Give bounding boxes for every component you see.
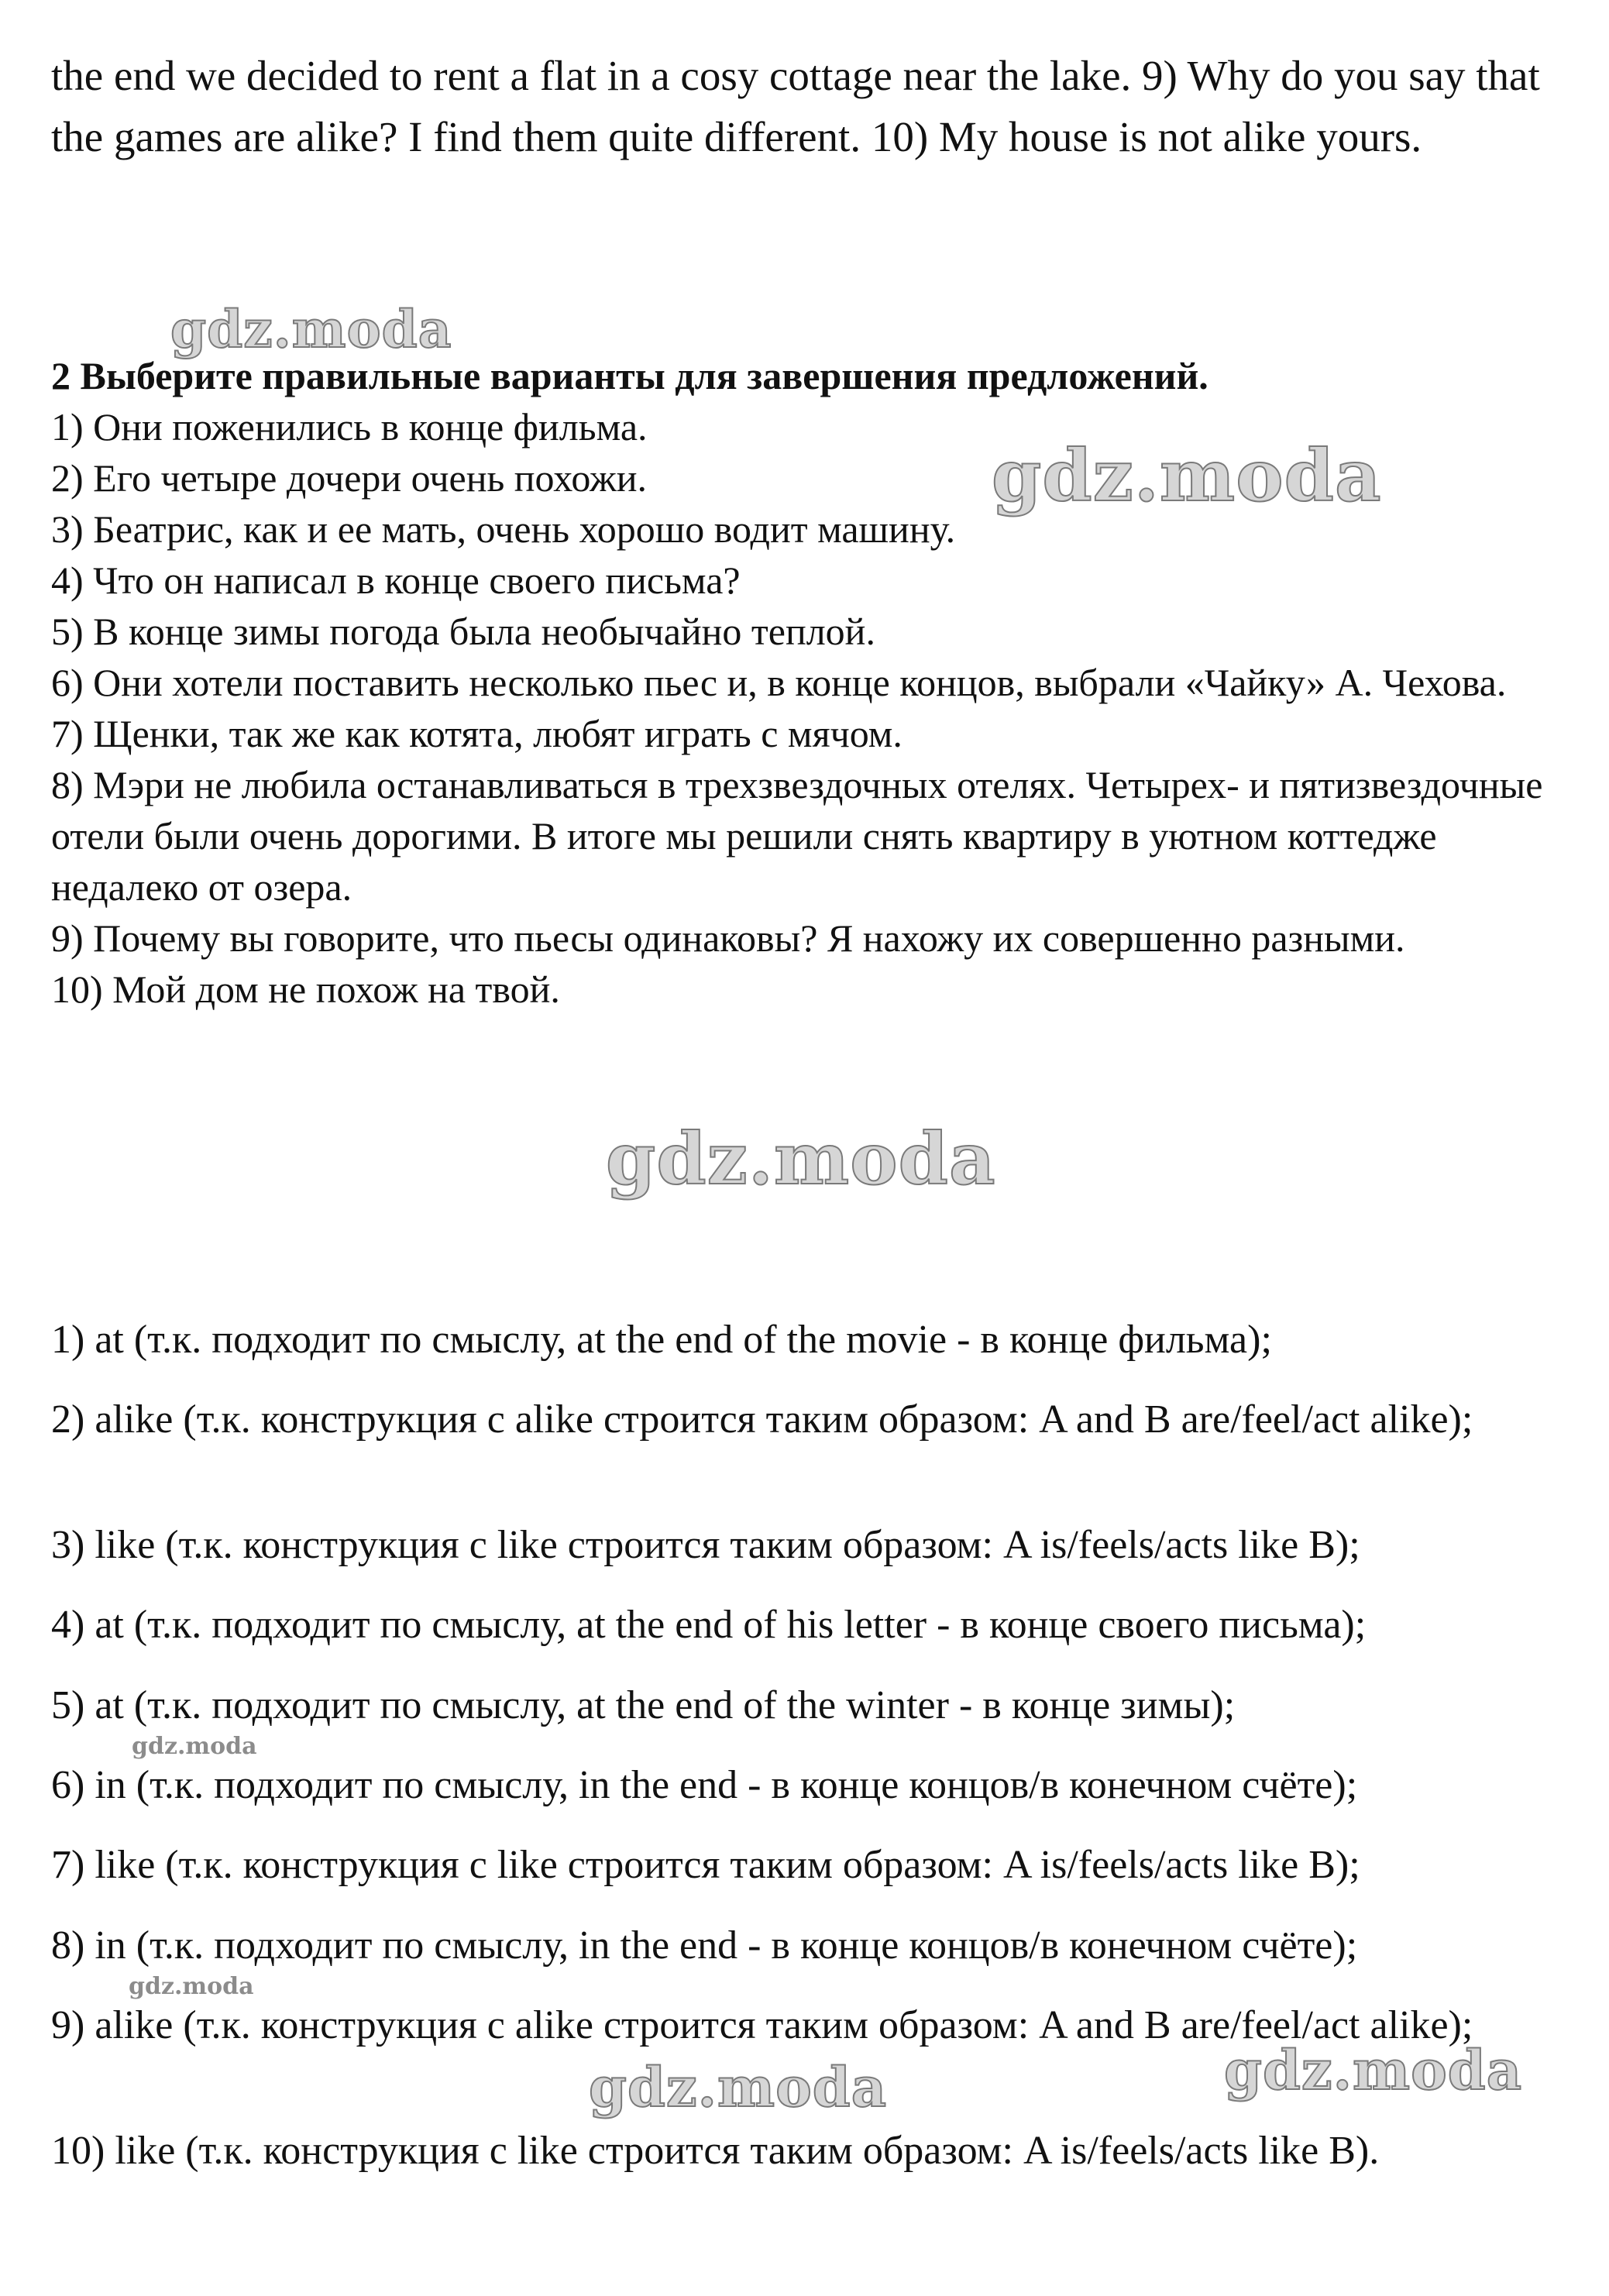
task-line: 8) Мэри не любила останавливаться в трехзвездочных отелях. Четырех- и пятизвездочные отели были очень дорогими. В итоге мы решили снять квартиру в уютном коттедже недалеко от озера. <box>51 763 1543 909</box>
answer-line: 10) like (т.к. конструкция с like строится таким образом: A is/feels/acts like B). <box>51 2129 1380 2173</box>
task-line: 1) Они поженились в конце фильма. <box>51 405 648 449</box>
task-line: 2) Его четыре дочери очень похожи. <box>51 456 647 500</box>
intro-paragraph: the end we decided to rent a flat in a cosy cottage near the lake. 9) Why do you say that the games are alike? I find them quite different. 10) My house is not alike yours. <box>51 52 1540 160</box>
task-line: 4) Что он написал в конце своего письма? <box>51 559 741 602</box>
answer-line: 2) alike (т.к. конструкция с alike строится таким образом: A and B are/feel/act alike); <box>51 1397 1473 1442</box>
task-line: 3) Беатрис, как и ее мать, очень хорошо водит машину. <box>51 507 956 551</box>
answer-line: 6) in (т.к. подходит по смыслу, in the end - в конце концов/в конечном счёте); <box>51 1763 1358 1807</box>
task-line: 9) Почему вы говорите, что пьесы одинаковы? Я нахожу их совершенно разными. <box>51 916 1405 960</box>
answer-line: 1) at (т.к. подходит по смыслу, at the end of the movie - в конце фильма); <box>51 1318 1272 1362</box>
watermark-logo: gdz.moda <box>589 2055 888 2119</box>
watermark-logo: gdz.moda <box>170 299 452 359</box>
task-line: 7) Щенки, так же как котята, любят играть с мячом. <box>51 712 902 755</box>
watermark-logo: gdz.moda <box>1224 2038 1523 2102</box>
task-line: 10) Мой дом не похож на твой. <box>51 968 560 1011</box>
answer-line: 9) alike (т.к. конструкция с alike строится таким образом: A and B are/feel/act alike); <box>51 2003 1473 2047</box>
answer-line: 8) in (т.к. подходит по смыслу, in the end - в конце концов/в конечном счёте); <box>51 1923 1358 1968</box>
answer-line: 7) like (т.к. конструкция с like строится таким образом: A is/feels/acts like B); <box>51 1843 1360 1887</box>
task-line: 5) В конце зимы погода была необычайно теплой. <box>51 610 875 653</box>
task-line: 6) Они хотели поставить несколько пьес и, в конце концов, выбрали «Чайку» А. Чехова. <box>51 661 1507 704</box>
answer-line: 3) like (т.к. конструкция с like строится таким образом: A is/feels/acts like B); <box>51 1523 1360 1567</box>
watermark-logo: gdz.moda <box>992 434 1382 517</box>
watermark-logo: gdz.moda <box>132 1733 257 1760</box>
watermark-logo: gdz.moda <box>129 1973 254 2000</box>
answer-line: 5) at (т.к. подходит по смыслу, at the end of the winter - в конце зимы); <box>51 1683 1236 1727</box>
task-heading: 2 Выберите правильные варианты для завершения предложений. <box>51 354 1208 397</box>
answer-line: 4) at (т.к. подходит по смыслу, at the end of his letter - в конце своего письма); <box>51 1603 1367 1647</box>
watermark-logo: gdz.moda <box>606 1117 996 1201</box>
